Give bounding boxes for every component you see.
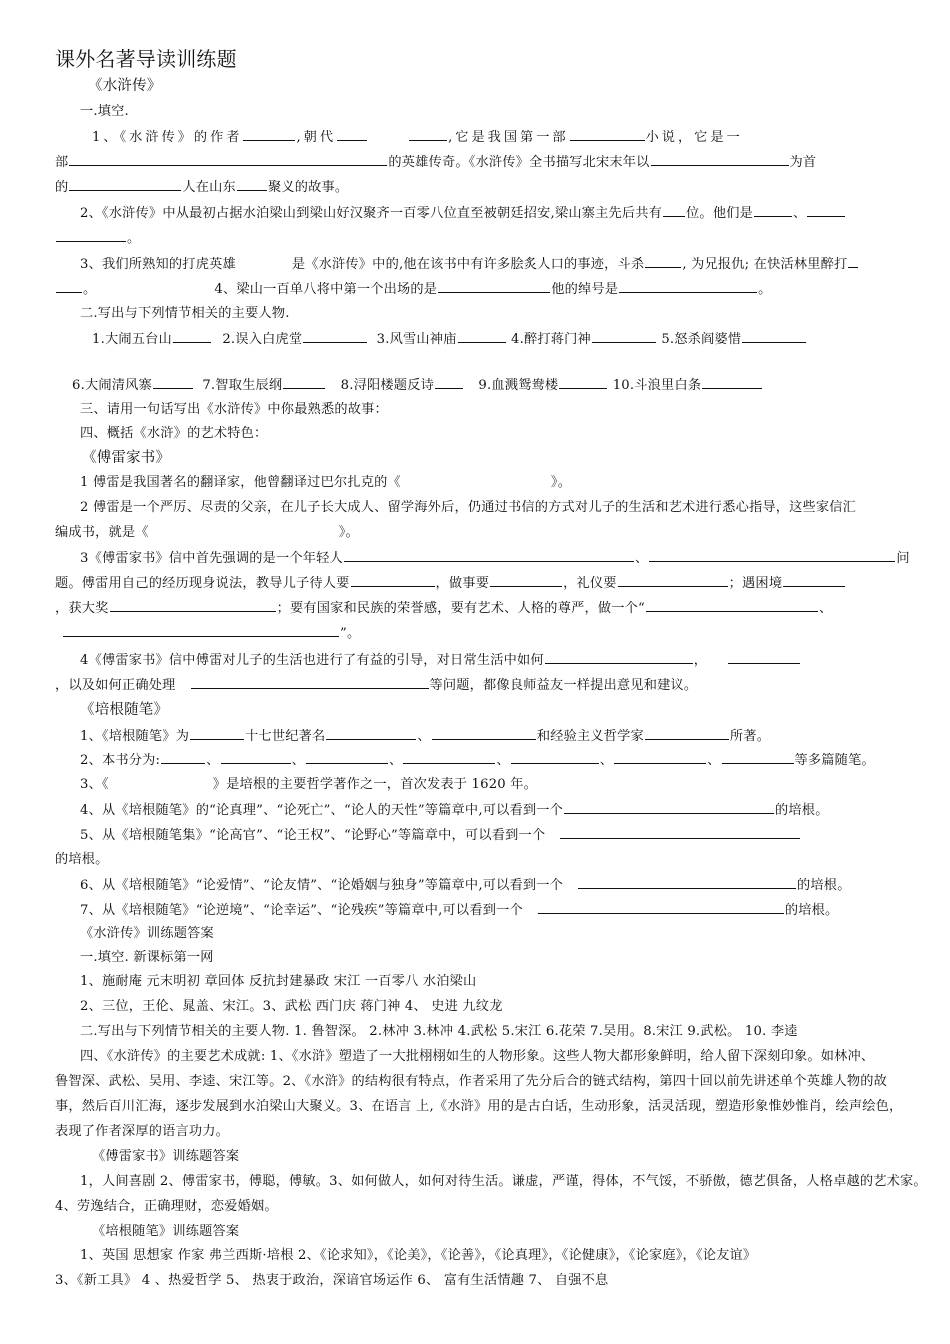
plot-item: 2.误入白虎堂 [222, 332, 303, 347]
question-text: 等多篇随笔。 [794, 753, 875, 768]
answer-blank [754, 203, 792, 217]
question-text: 部 [55, 155, 69, 170]
question-text: 、 [496, 753, 510, 768]
answer-blank [409, 127, 447, 141]
answer-blank [511, 750, 599, 764]
answer-blank [645, 254, 681, 268]
answer-line: 表现了作者深厚的语言功力。 [55, 1124, 230, 1139]
plot-item: 4.醉打蒋门神 [510, 332, 591, 347]
answer-blank [742, 329, 806, 343]
question-text: 、 [388, 753, 403, 768]
answer-blank [570, 127, 645, 141]
question-text: 4、从《培根随笔》的“论真理”、“论死亡”、“论人的天性”等篇章中,可以看到一个 [80, 803, 564, 818]
answer-blank [663, 203, 685, 217]
question-text: 问 [896, 551, 910, 566]
plot-item: 5.怒杀阎婆惜 [661, 332, 742, 347]
answer-blank [438, 279, 550, 293]
question-line [55, 279, 905, 300]
answer-line: 鲁智深、武松、吴用、李逵、宋江等。2、《水浒》的结构很有特点，作者采用了先分后合的链式结构，第四十回以前先讲述单个英雄人物的故 [55, 1074, 888, 1089]
plots-row-2 [72, 375, 922, 396]
answer-blank [69, 152, 387, 166]
plots-row-1 [92, 329, 905, 350]
question-text: 为首 [789, 155, 817, 170]
answer-blank [645, 726, 729, 740]
question-text: 3、我们所熟知的打虎英雄 [80, 257, 236, 272]
question-text: 、 [206, 753, 220, 768]
question-line [80, 825, 905, 846]
answer-blank [783, 573, 845, 587]
question-line [80, 650, 905, 671]
subsection-fill-blank: 一.填空. [80, 104, 129, 119]
answer-blank [153, 375, 193, 389]
answer-blank [578, 875, 796, 889]
plot-item: 6.大闹清风寨 [72, 378, 152, 393]
question-text: 、 [417, 729, 431, 744]
answer-blank [69, 177, 181, 191]
question-text: 他的绰号是 [551, 282, 619, 297]
question-line [55, 573, 905, 594]
question-text: 、 [792, 206, 807, 221]
question-text: 》。 [550, 475, 572, 490]
question-text: 、 [599, 753, 614, 768]
plot-item: 3.风雪山神庙 [376, 332, 457, 347]
page-title: 课外名著导读训练题 [55, 47, 237, 71]
question-line [62, 623, 912, 644]
answer-blank [722, 750, 794, 764]
answer-line: 4、劳逸结合，正确理财，恋爱婚姻。 [55, 1199, 278, 1214]
subsection-story: 三、请用一句话写出《水浒传》中你最熟悉的故事： [80, 402, 388, 417]
question-text: ,它是我国第一部 [448, 130, 569, 145]
question-text: 4《傅雷家书》信中傅雷对儿子的生活也进行了有益的引导，对日常生活中如何 [80, 653, 544, 668]
plot-item: 8.浔阳楼题反诗 [340, 378, 434, 393]
answers-heading-shuihu: 《水浒传》训练题答案 [80, 926, 214, 941]
question-text: 等问题，都像良师益友一样提出意见和建议。 [429, 678, 698, 693]
plot-item: 1.大闹五台山 [92, 332, 172, 347]
subsection-characters: 二.写出与下列情节相关的主要人物. [80, 306, 290, 321]
question-text: 4、梁山一百单八将中第一个出场的是 [214, 282, 438, 297]
answer-line: 二.写出与下列情节相关的主要人物. 1. 鲁智深。 2.林冲 3.林冲 4.武松 5.宋江 6.花荣 7.吴用。8.宋江 9.武松。 10. 李逵 [80, 1024, 798, 1039]
question-text: 。 [83, 282, 97, 297]
question-text: 》。 [338, 525, 359, 540]
section-heading-peigen: 《培根随笔》 [80, 702, 169, 718]
question-text: 人在山东 [182, 180, 236, 195]
answer-blank [326, 726, 416, 740]
answer-blank [56, 228, 126, 242]
section-heading-fulei: 《傅雷家书》 [82, 450, 171, 466]
answer-blank [221, 750, 291, 764]
question-line: 2 傅雷是一个严厉、尽责的父亲，在儿子长大成人、留学海外后，仍通过书信的方式对儿子的生活和艺术进行悉心指导，这些家信汇 [80, 500, 857, 515]
question-line [80, 203, 905, 224]
answer-line: 3、《新工具》 4 、热爱哲学 5、 热衷于政治，深谙官场运作 6、 富有生活情趣 7、 自强不息 [55, 1273, 609, 1288]
answer-blank [110, 598, 276, 612]
question-text: ”。 [340, 626, 361, 641]
answer-blank [351, 573, 435, 587]
question-line [80, 775, 905, 795]
answers-heading-peigen: 《培根随笔》训练题答案 [92, 1224, 240, 1239]
question-line [92, 127, 905, 148]
question-text: 、 [707, 753, 721, 768]
section-heading-shuihu: 《水浒传》 [88, 78, 162, 94]
answer-blank [432, 726, 536, 740]
answer-blank [63, 623, 339, 637]
answer-blank [173, 329, 211, 343]
answer-line: 四、《水浒传》的主要艺术成就: 1、《水浒》塑造了一大批栩栩如生的人物形象。这些人物大都形象鲜明，给人留下深刻印象。如林冲、 [80, 1049, 875, 1064]
question-text: 、 [291, 753, 305, 768]
answer-blank [807, 203, 845, 217]
question-text: 1 傅雷是我国著名的翻译家，他曾翻译过巴尔扎克的《 [80, 475, 401, 490]
answer-blank [545, 650, 693, 664]
answer-blank [458, 329, 506, 343]
question-text: 小说，它是一 [645, 130, 743, 145]
answer-blank [237, 177, 267, 191]
question-text: 的培根。 [784, 903, 839, 918]
question-text: 的英雄传奇。《水浒传》全书描写北宋末年以 [388, 155, 650, 170]
question-line [80, 548, 910, 569]
answer-blank [490, 573, 562, 587]
question-text: 5、从《培根随笔集》“论高官”、“论王权”、“论野心”等篇章中，可以看到一个 [80, 828, 546, 843]
plot-item: 10.斗浪里白条 [612, 378, 702, 393]
question-text: ，以及如何正确处理 [55, 678, 176, 693]
answer-blank [560, 825, 800, 839]
question-line [80, 254, 905, 275]
question-text: 》是培根的主要哲学著作之一，首次发表于 1620 年。 [212, 777, 538, 792]
answer-blank [649, 548, 895, 562]
question-line [55, 152, 905, 173]
answers-heading-fulei: 《傅雷家书》训练题答案 [92, 1149, 240, 1164]
answer-line: 1、施耐庵 元末明初 章回体 反抗封建暴政 宋江 一百零八 水泊梁山 [80, 974, 477, 989]
answer-blank [306, 750, 388, 764]
question-text: 所著。 [729, 729, 771, 744]
answer-blank [559, 375, 607, 389]
question-line [55, 675, 905, 696]
question-line [55, 598, 905, 619]
question-text: 的培根。 [775, 803, 829, 818]
question-text: 和经验主义哲学家 [536, 729, 644, 744]
question-text: 是《水浒传》中的,他在该书中有许多脍炙人口的事迹，斗杀 [291, 257, 645, 272]
question-line [80, 750, 905, 771]
answer-blank [56, 279, 82, 293]
answer-line: 事，然后百川汇海，逐步发展到水泊梁山大聚义。3、在语言 上,《水浒》用的是古白话，生动形象，活灵活现，塑造形象惟妙惟肖，绘声绘色， [55, 1099, 903, 1114]
question-text: ,朝代 [296, 130, 337, 145]
question-text: 十七世纪著名 [245, 729, 326, 744]
answer-blank [344, 548, 634, 562]
question-text: 2、本书分为: [80, 753, 161, 768]
question-text: 位。他们是 [686, 206, 753, 221]
answer-blank [337, 127, 367, 141]
question-line [80, 875, 905, 896]
answer-blank [435, 375, 463, 389]
subsection-art: 四、概括《水浒》的艺术特色： [80, 426, 268, 441]
question-text: 1、《培根随笔》为 [80, 729, 190, 744]
question-text: 聚义的故事。 [267, 180, 349, 195]
answer-blank [190, 726, 244, 740]
question-line [55, 177, 905, 198]
question-line [80, 900, 905, 921]
question-text: ，做事要 [435, 576, 490, 591]
answer-blank [619, 279, 757, 293]
answer-blank [161, 750, 205, 764]
answer-line: 2、三位，王伦、晁盖、宋江。3、武松 西门庆 蒋门神 4、 史进 九纹龙 [80, 999, 503, 1014]
question-text: , 为兄报仇; 在快活林里醉打 [682, 257, 848, 272]
answer-blank [243, 127, 295, 141]
question-line: 的培根。 [55, 852, 109, 867]
answer-blank [403, 750, 495, 764]
question-text: 的 [55, 180, 69, 195]
question-text: 的培根。 [797, 878, 851, 893]
question-text: 7、从《培根随笔》“论逆境”、“论幸运”、“论残疾”等篇章中,可以看到一个 [80, 903, 523, 918]
question-text: 2、《水浒传》中从最初占据水泊梁山到梁山好汉聚齐一百零八位直至被朝廷招安,梁山寨主先后共有 [80, 206, 663, 221]
question-line [55, 228, 905, 249]
answer-blank [614, 750, 706, 764]
answer-blank [564, 800, 774, 814]
question-text: 1、《水浒传》的作者 [92, 130, 243, 145]
question-text: ；要有国家和民族的荣誉感，要有艺术、人格的尊严，做一个“ [276, 601, 645, 616]
answer-blank [646, 598, 818, 612]
answer-blank [618, 573, 728, 587]
question-text: ，礼仪要 [563, 576, 617, 591]
answer-blank [191, 675, 429, 689]
question-text: ；遇困境 [728, 576, 783, 591]
answer-blank [848, 254, 858, 268]
answer-line: 1、英国 思想家 作家 弗兰西斯·培根 2、《论求知》，《论美》，《论善》，《论真理》，《论健康》，《论家庭》，《论友谊》 [80, 1248, 757, 1263]
answer-blank [283, 375, 325, 389]
question-text: 、 [818, 601, 833, 616]
question-text: 6、从《培根随笔》“论爱情”、“论友情”、“论婚姻与独身”等篇章中,可以看到一个 [80, 878, 564, 893]
answer-blank [592, 329, 656, 343]
plot-item: 7.智取生辰纲 [202, 378, 283, 393]
question-text: 3《傅雷家书》信中首先强调的是一个年轻人 [80, 551, 343, 566]
question-text: 3、《 [80, 777, 109, 792]
answer-blank [303, 329, 367, 343]
plot-item: 9.血溅鸳鸯楼 [478, 378, 559, 393]
question-text: ，获大奖 [55, 601, 109, 616]
answer-blank [702, 375, 762, 389]
question-text: 题。傅雷用自己的经历现身说法，教导儿子待人要 [55, 576, 350, 591]
answer-line: 一.填空. 新课标第一网 [80, 950, 214, 965]
question-line [80, 473, 905, 493]
question-text: 编成书，就是《 [55, 525, 149, 540]
question-line [55, 523, 905, 543]
question-line [80, 726, 905, 747]
answer-blank [538, 900, 784, 914]
answer-blank [651, 152, 789, 166]
answer-line: 1，人间喜剧 2、傅雷家书，傅聪，傅敏。3、如何做人，如何对待生活。谦虚，严谨，得体，不气馁，不骄傲，德艺俱备，人格卓越的艺术家。 [80, 1174, 927, 1189]
question-text: 。 [758, 282, 772, 297]
question-text: 、 [634, 551, 649, 566]
question-text: 。 [127, 231, 141, 246]
question-line [80, 800, 905, 821]
answer-blank [728, 650, 800, 664]
question-text: ， [693, 653, 708, 668]
